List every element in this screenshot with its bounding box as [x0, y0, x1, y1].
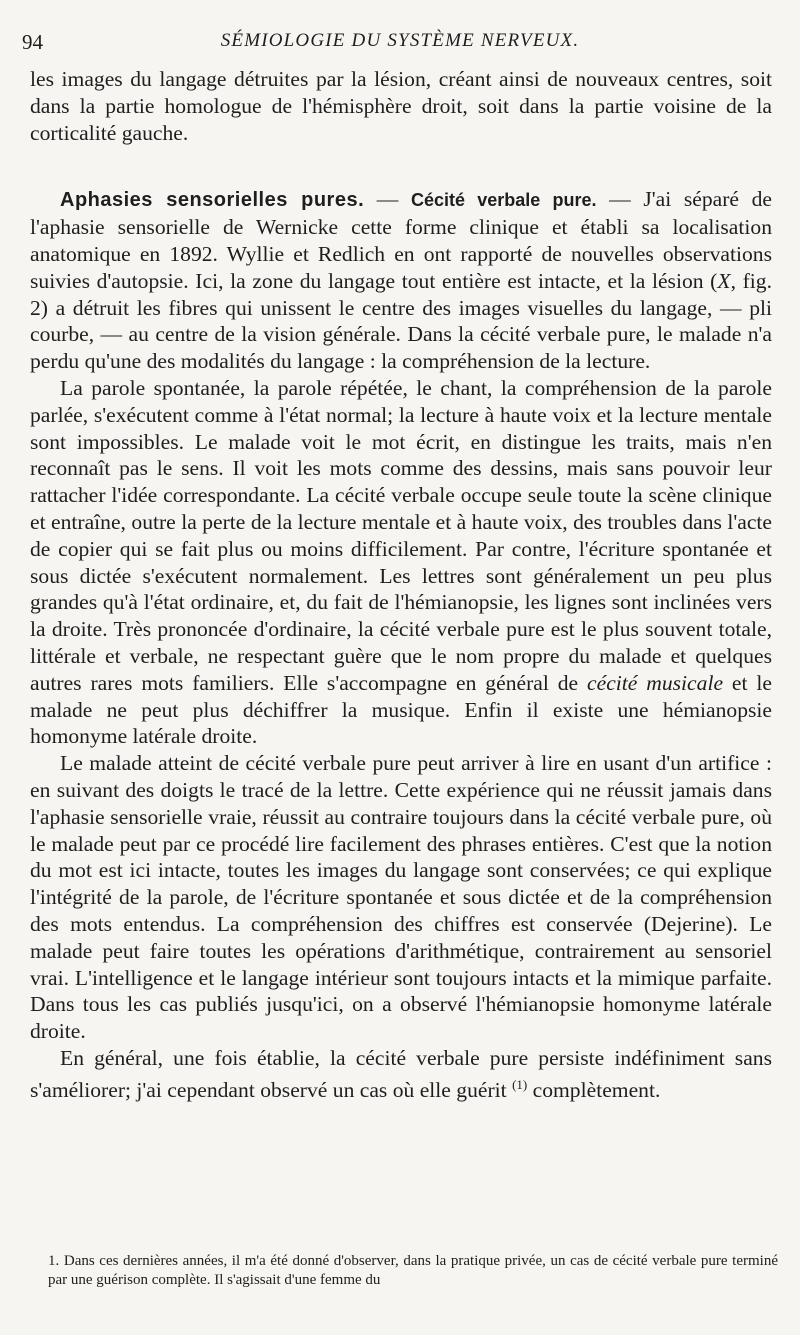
figure-reference: X: [717, 268, 731, 293]
running-head: SÉMIOLOGIE DU SYSTÈME NERVEUX.: [220, 30, 580, 51]
main-text: [30, 66, 772, 1104]
paragraph-continuation: les images du langage détruites par la lésion, créant ainsi de nouveaux centres, soit dans la partie homologue de l'hémisphère droit, soit dans la partie voisine de la corticalité gauche.: [30, 67, 772, 145]
section-heading: Aphasies sensorielles pures.: [60, 189, 365, 212]
paragraph-symptoms: [30, 375, 772, 750]
page-header: [0, 30, 800, 60]
footnote-reference: (1): [512, 1076, 528, 1092]
paragraph-text: En général, une fois établie, la cécité verbale pure persiste indéfiniment sans s'améliorer; j'ai cependant observé un cas où elle guérit: [30, 1045, 772, 1102]
paragraph-text: , fig. 2) a détruit les fibres qui unissent le centre des images visuelles du langage, — pli courbe, — au centre de la vision générale. Dans la cécité verbale pure, le malade n'a perdu qu'une des modalités du langage : la compréhension de la lecture.: [30, 268, 772, 374]
footnote-text: 1. Dans ces dernières années, il m'a été donné d'observer, dans la pratique privée, un cas de cécité verbale pure terminé par une guérison complète. Il s'agissait d'une femme du: [48, 1253, 778, 1288]
page-number: 94: [22, 30, 43, 54]
paragraph-text: et le malade ne peut plus déchiffrer la musique. Enfin il existe une hémianopsie homonyme latérale droite.: [30, 670, 772, 749]
paragraph-text: complètement.: [527, 1077, 661, 1102]
footnote: [48, 1252, 778, 1290]
paragraph-text: — J'ai séparé de l'aphasie sensorielle de Wernicke cette forme clinique et établi sa localisation anatomique en 1892. Wyllie et Redlich en ont rapporté de nouvelles observations suivies d'autopsie. Ici, la zone du langage tout entière est intacte, et la lésion (: [30, 187, 773, 293]
paragraph-text: La parole spontanée, la parole répétée, le chant, la compréhension de la parole parlée, s'exécutent comme à l'état normal; la lecture à haute voix et la lecture mentale sont impossibles. Le malade voit le mot écrit, en distingue les traits, mais n'en reconnaît pas le sens. Il voit les mots comme des dessins, mais sans pouvoir leur rattacher l'idée correspondante. La cécité verbale occupe seule toute la scène clinique et entraîne, outre la perte de la lecture mentale et à haute voix, des troubles dans l'acte de copier qui se fait plus ou moins difficilement. Par contre, l'écriture spontanée et sous dictée s'exécutent normalement. Les lettres sont généralement un peu plus grandes qu'à l'état ordinaire, et, du fait de l'hémianopsie, les lignes sont inclinées vers la droite. Très prononcée d'ordinaire, la cécité verbale pure est le plus souvent totale, littérale et verbale, ne respectant guère que le nom propre du malade et quelques autres rares mots familiers. Elle s'accompagne en général de: [30, 375, 772, 695]
subsection-heading: Cécité verbale pure.: [410, 190, 597, 211]
paragraph-section-intro: [30, 186, 772, 375]
italic-term: cécité musicale: [587, 670, 724, 695]
paragraph-prognosis: [30, 1045, 772, 1104]
paragraph-reading-artifice: Le malade atteint de cécité verbale pure peut arriver à lire en usant d'un artifice : en suivant des doigts le tracé de la lettre. Cette expérience qui ne réussit jamais dans l'aphasie sensorielle vraie, réussit au contraire toujours dans la cécité verbale pure, où le malade peut par ce procédé lire facilement des phrases entières. C'est que la notion du mot est ici intacte, toutes les images du langage sont conservées; ce qui explique l'intégrité de la parole, de l'écriture spontanée et sous dictée et de la compréhension des mots entendus. La compréhension des chiffres est conservée (Dejerine). Le malade peut faire toutes les opérations d'arithmétique, contrairement au sensoriel vrai. L'intelligence et le langage intérieur sont toujours intacts et la mimique parfaite. Dans tous les cas publiés jusqu'ici, on a observé l'hémianopsie homonyme latérale droite.: [30, 751, 772, 1044]
heading-dash: —: [364, 187, 411, 212]
